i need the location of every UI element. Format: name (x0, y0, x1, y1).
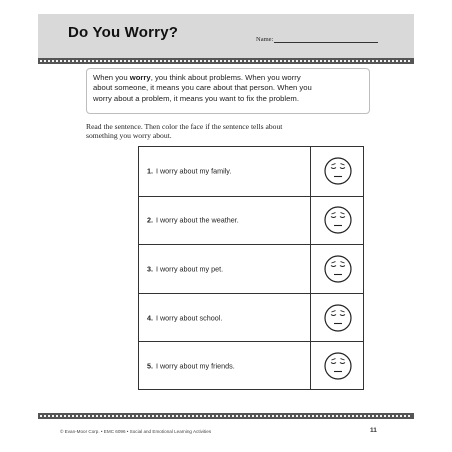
sentence-cell (139, 245, 311, 293)
intro-keyword: worry (129, 73, 151, 82)
sentence-cell (139, 147, 311, 196)
table-row (139, 196, 363, 245)
worried-face-icon[interactable] (324, 304, 352, 332)
intro-box (86, 68, 370, 114)
worried-face-icon[interactable] (324, 157, 352, 185)
item-text: I worry about my friends. (156, 361, 235, 371)
footer-credit: © Evan-Moor Corp. • EMC 6096 • Social and Emotional Learning Activities (60, 429, 212, 434)
page-number: 11 (370, 427, 377, 434)
intro-line-2: about someone, it means you care about that person. When you (93, 83, 312, 93)
worksheet-page (38, 0, 414, 452)
item-number: 5. (147, 361, 153, 371)
table-row (139, 341, 363, 390)
film-strip-bottom (38, 413, 414, 419)
item-text: I worry about my pet. (156, 264, 224, 274)
sentence (147, 362, 235, 371)
worried-face-icon[interactable] (324, 352, 352, 380)
instructions-line-1: Read the sentence. Then color the face if the sentence tells about (86, 122, 283, 131)
page-title: Do You Worry? (68, 24, 179, 41)
sentence (147, 264, 223, 273)
item-number: 4. (147, 313, 153, 323)
face-cell (311, 294, 363, 342)
worried-face-icon[interactable] (324, 255, 352, 283)
item-text: I worry about my family. (156, 166, 232, 176)
instructions-line-2: something you worry about. (86, 131, 172, 141)
item-text: I worry about school. (156, 313, 223, 323)
intro-line-3: worry about a problem, it means you want to fix the problem. (93, 93, 299, 103)
face-cell (311, 197, 363, 245)
item-number: 2. (147, 215, 153, 225)
worried-face-icon[interactable] (324, 206, 352, 234)
sentence (147, 216, 239, 225)
name-write-line[interactable] (274, 42, 378, 43)
item-number: 3. (147, 264, 153, 274)
sentence-cell (139, 197, 311, 245)
header-band (38, 14, 414, 58)
sentence-cell (139, 342, 311, 390)
face-cell (311, 342, 363, 390)
sentence (147, 167, 231, 176)
intro-line-1: When you worry, you think about problems. When you worry (93, 73, 301, 82)
instructions (86, 122, 376, 140)
sentence-cell (139, 294, 311, 342)
name-label: Name: (256, 36, 274, 43)
film-strip-top (38, 58, 414, 64)
table-row (139, 147, 363, 196)
face-cell (311, 245, 363, 293)
face-cell (311, 147, 363, 196)
worry-table (138, 146, 364, 390)
intro-text (93, 73, 363, 104)
table-row (139, 244, 363, 293)
sentence (147, 313, 222, 322)
item-text: I worry about the weather. (156, 215, 239, 225)
table-row (139, 293, 363, 342)
item-number: 1. (147, 166, 153, 176)
